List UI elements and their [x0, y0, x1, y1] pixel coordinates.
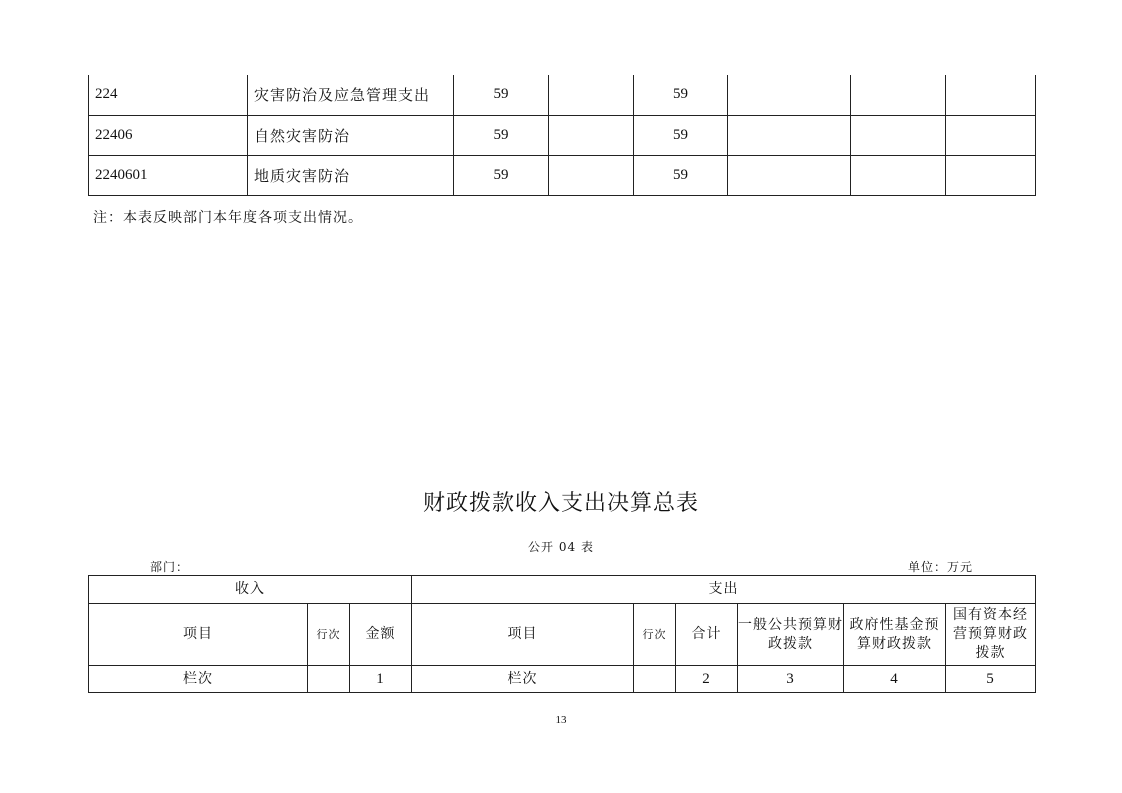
header-row-2: [89, 604, 1036, 666]
expense-header: 支出: [412, 576, 1036, 604]
income-row-no-header: 行次: [308, 604, 350, 666]
category-code-cell: 22406: [89, 115, 248, 155]
category-code-cell: 224: [89, 75, 248, 115]
category-name-cell: 地质灾害防治: [248, 155, 454, 195]
expense-item-header: 项目: [412, 604, 634, 666]
income-header: 收入: [89, 576, 412, 604]
income-index-label: 栏次: [89, 666, 308, 693]
category-name-cell: 自然灾害防治: [248, 115, 454, 155]
value-cell-3: 59: [634, 115, 728, 155]
value-cell-3: 59: [634, 75, 728, 115]
table-row: [89, 75, 1036, 115]
unit-label: 单位：万元: [908, 560, 974, 574]
header-row-1: [89, 576, 1036, 604]
value-cell-3: 59: [634, 155, 728, 195]
expense-index-2: 2: [676, 666, 738, 693]
page-number: 13: [555, 714, 567, 726]
value-cell-1: 59: [454, 155, 549, 195]
table-note: 注：本表反映部门本年度各项支出情况。: [93, 210, 363, 226]
expense-row-no-header: 行次: [634, 604, 676, 666]
department-label: 部门：: [150, 560, 190, 574]
value-cell-5: [851, 75, 946, 115]
value-cell-4: [728, 115, 851, 155]
value-cell-5: [851, 115, 946, 155]
general-budget-header: 一般公共预算财政拨款: [738, 604, 844, 666]
fiscal-summary-table: [88, 575, 1036, 693]
income-amount-header: 金额: [350, 604, 412, 666]
expenditure-table: [88, 75, 1036, 196]
expense-index-5: 5: [946, 666, 1036, 693]
expense-total-header: 合计: [676, 604, 738, 666]
section-title: 财政拨款收入支出决算总表: [422, 491, 699, 516]
value-cell-6: [946, 155, 1036, 195]
table-row: [89, 155, 1036, 195]
value-cell-4: [728, 155, 851, 195]
expense-index-4: 4: [844, 666, 946, 693]
table-code: 公开 04 表: [528, 540, 594, 554]
fund-budget-header: 政府性基金预算财政拨款: [844, 604, 946, 666]
expense-index-3: 3: [738, 666, 844, 693]
value-cell-5: [851, 155, 946, 195]
income-index-1: 1: [350, 666, 412, 693]
value-cell-2: [549, 75, 634, 115]
value-cell-2: [549, 155, 634, 195]
value-cell-2: [549, 115, 634, 155]
category-code-cell: 2240601: [89, 155, 248, 195]
index-row: [89, 666, 1036, 693]
value-cell-4: [728, 75, 851, 115]
capital-budget-header: 国有资本经营预算财政拨款: [946, 604, 1036, 666]
value-cell-6: [946, 115, 1036, 155]
expense-index-label: 栏次: [412, 666, 634, 693]
income-index-blank: [308, 666, 350, 693]
table-row: [89, 115, 1036, 155]
expenditure-table-body: [89, 75, 1036, 195]
expense-index-blank: [634, 666, 676, 693]
value-cell-6: [946, 75, 1036, 115]
category-name-cell: 灾害防治及应急管理支出: [248, 75, 454, 115]
income-item-header: 项目: [89, 604, 308, 666]
value-cell-1: 59: [454, 115, 549, 155]
value-cell-1: 59: [454, 75, 549, 115]
